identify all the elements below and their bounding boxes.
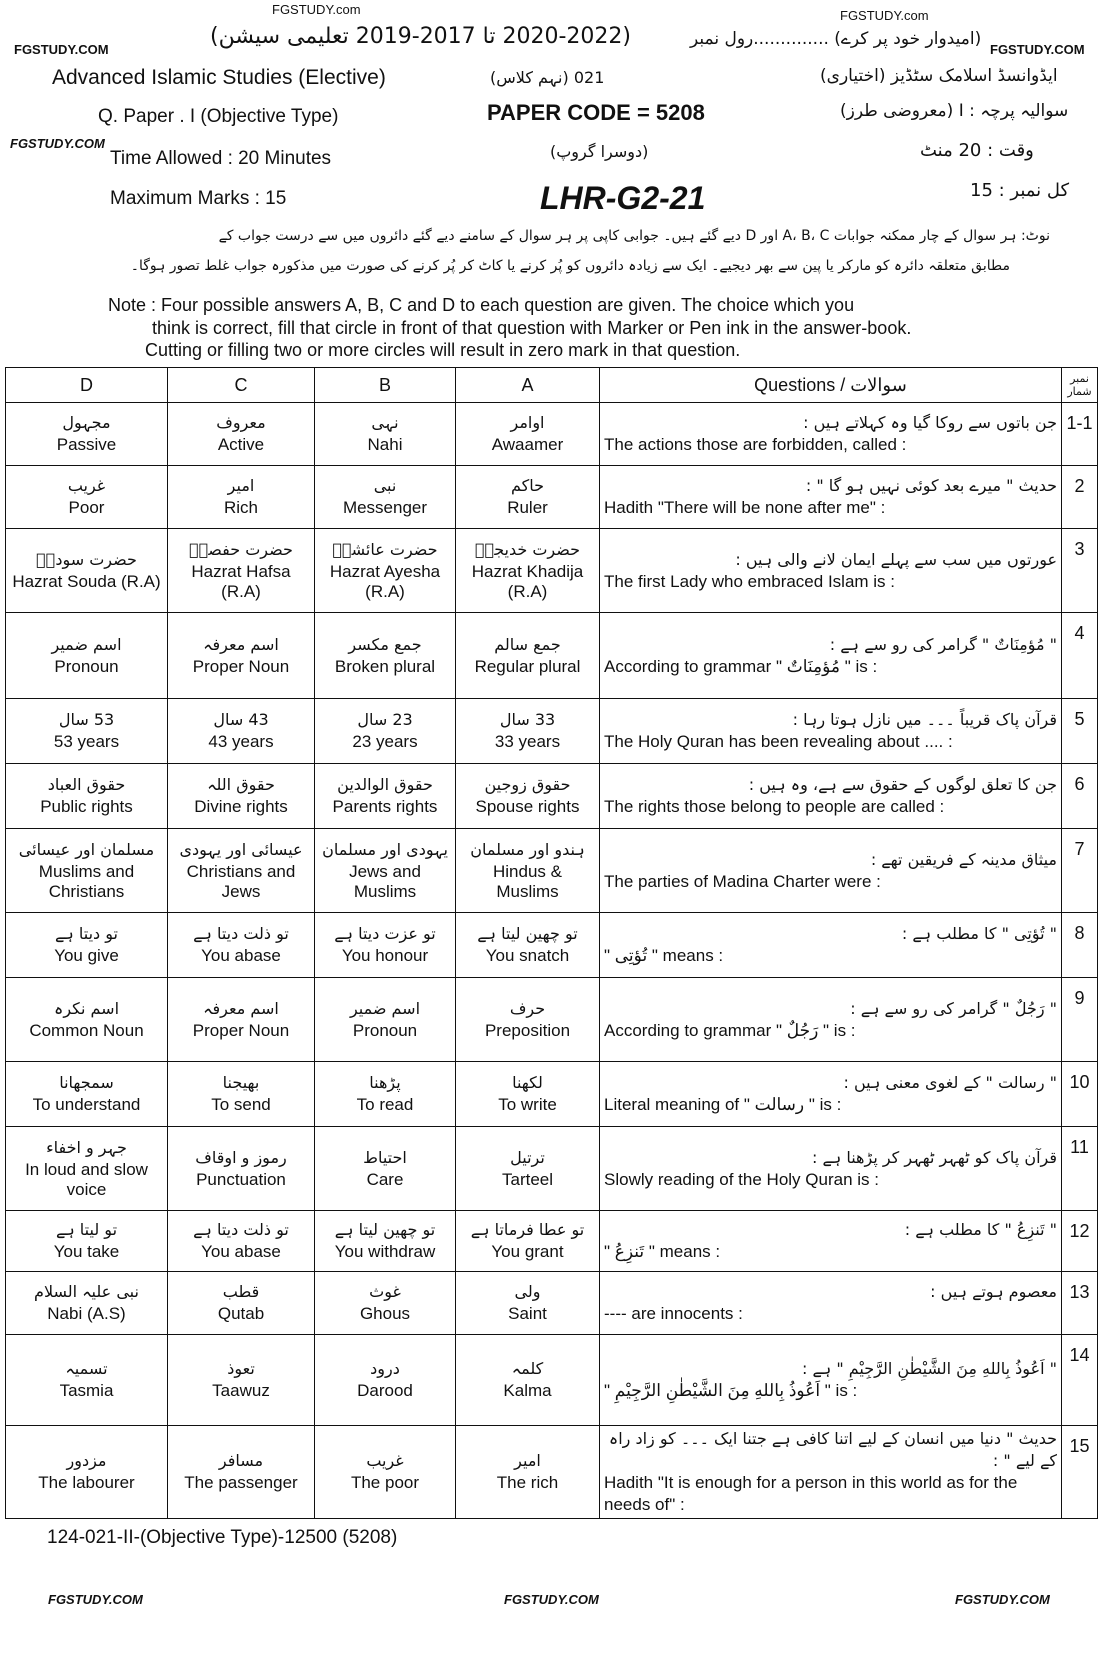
question-urdu: جن کا تعلق لوگوں کے حقوق سے ہے، وہ ہیں : (748, 775, 1057, 794)
answer-option-d (6, 529, 168, 613)
question-cell (600, 913, 1062, 978)
answer-urdu: ولی (514, 1282, 541, 1301)
question-number: 13 (1062, 1272, 1098, 1335)
column-header-questions: Questions / سوالات (600, 368, 1062, 403)
answer-english: Rich (223, 498, 258, 517)
paper-english: Q. Paper . I (Objective Type) (98, 106, 339, 127)
answer-urdu: درود (370, 1359, 400, 1378)
answer-english: The passenger (184, 1473, 298, 1492)
answer-option-b (315, 1062, 456, 1127)
answer-option-a (456, 1127, 600, 1211)
question-urdu: عورتوں میں سب سے پہلے ایمان لانے والی ہیں : (735, 549, 1057, 569)
footer-code: 124-021-II-(Objective Type)-12500 (5208) (47, 1527, 398, 1548)
answer-option-b (315, 466, 456, 529)
question-number: 5 (1062, 699, 1098, 764)
handwritten-code: LHR-G2-21 (540, 180, 706, 216)
watermark: FGSTUDY.COM (955, 1592, 1050, 1607)
answer-english: Proper Noun (192, 1020, 290, 1040)
question-urdu: قرآن پاک کو ٹھہر ٹھہر کر پڑھنا ہے : (812, 1147, 1057, 1167)
answer-urdu: حقوق العباد (47, 775, 126, 794)
answer-option-c (168, 613, 315, 699)
answer-option-d (6, 1335, 168, 1426)
answer-option-a (456, 978, 600, 1062)
answer-option-d (6, 403, 168, 466)
question-cell (600, 1272, 1062, 1335)
answer-english: You give (54, 946, 119, 965)
answer-urdu: حضرت خدیجہؓ (474, 539, 580, 559)
question-english: Literal meaning of " رسالت " is : (604, 1095, 842, 1114)
answer-urdu: معروف (216, 413, 266, 432)
subject-code: 021 (نہم کلاس) (490, 68, 605, 87)
answer-option-a (456, 1062, 600, 1127)
note-english-line-2: think is correct, fill that circle in front of that question with Marker or Pen ink in the answer-book. (152, 318, 912, 338)
answer-urdu: بھیجنا (222, 1073, 260, 1092)
answer-english: Broken plural (334, 656, 436, 676)
answer-english: 53 years (53, 732, 120, 751)
question-english: According to grammar " رَجُلٌ " is : (604, 1020, 856, 1040)
answer-english: Darood (357, 1381, 413, 1400)
answer-option-c (168, 403, 315, 466)
answer-urdu: حاکم (510, 476, 545, 495)
answer-english: Hindus & Muslims (493, 861, 562, 901)
question-number: 15 (1062, 1426, 1098, 1519)
answer-option-c (168, 1062, 315, 1127)
column-header-number: نمبر شمار (1062, 368, 1098, 403)
answer-english: In loud and slow voice (25, 1159, 148, 1199)
subject-urdu: ایڈوانسڈ اسلامک سٹڈیز (اختیاری) (820, 66, 1058, 86)
marks-urdu: کل نمبر : 15 (970, 180, 1070, 201)
answer-english: Care (366, 1169, 404, 1189)
answer-english: You grant (491, 1242, 564, 1261)
answer-english: Nahi (367, 435, 403, 454)
answer-option-a (456, 403, 600, 466)
answer-urdu: مسلمان اور عیسائی (18, 839, 155, 859)
answer-urdu: امیر (514, 1451, 541, 1470)
answer-urdu: تو عطا فرماتا ہے (470, 1220, 585, 1239)
column-header-d: D (6, 368, 168, 403)
question-urdu: " تَنزِعُ " کا مطلب ہے : (904, 1220, 1057, 1239)
answer-english: Taawuz (212, 1381, 270, 1400)
question-english: " تُؤتِی " means : (604, 946, 724, 965)
note-english-line-3: Cutting or filling two or more circles will result in zero mark in that question. (145, 340, 741, 360)
answer-option-b (315, 1211, 456, 1272)
answer-option-c (168, 529, 315, 613)
answer-urdu: حضرت عائشہؓ (332, 539, 438, 559)
answer-urdu: حضرت سودہؓ (36, 549, 137, 569)
table-row (6, 699, 1098, 764)
answer-option-b (315, 1426, 456, 1519)
answer-urdu: حقوق الوالدین (337, 775, 433, 794)
table-row (6, 829, 1098, 913)
answer-option-a (456, 1426, 600, 1519)
answer-option-d (6, 829, 168, 913)
question-urdu: میثاق مدینہ کے فریقین تھے : (870, 849, 1057, 869)
answer-option-a (456, 913, 600, 978)
answer-urdu: حرف (509, 998, 546, 1018)
question-cell (600, 466, 1062, 529)
answer-option-c (168, 829, 315, 913)
answer-english: Divine rights (194, 797, 288, 816)
answer-english: You withdraw (334, 1242, 436, 1261)
question-urdu: " مُؤمِنَاتٌ " گرامر کی رو سے ہے : (829, 634, 1057, 654)
answer-option-c (168, 1426, 315, 1519)
answer-english: The labourer (38, 1473, 135, 1492)
question-cell (600, 829, 1062, 913)
answer-urdu: مسافر (218, 1451, 264, 1470)
table-row (6, 529, 1098, 613)
answer-option-d (6, 978, 168, 1062)
question-number: 7 (1062, 829, 1098, 913)
answer-english: Pronoun (352, 1020, 418, 1040)
answer-option-c (168, 1272, 315, 1335)
answer-english: Ghous (359, 1304, 411, 1323)
answer-option-d (6, 466, 168, 529)
paper-code: PAPER CODE = 5208 (487, 100, 705, 125)
watermark: FGSTUDY.com (272, 2, 361, 17)
answer-urdu: جہر و اخفاء (46, 1137, 127, 1157)
answer-option-a (456, 829, 600, 913)
answer-urdu: اسم معرفہ (203, 634, 279, 654)
answer-option-d (6, 913, 168, 978)
answer-option-b (315, 913, 456, 978)
answer-urdu: 53 سال (58, 710, 115, 729)
question-cell (600, 764, 1062, 829)
question-cell (600, 699, 1062, 764)
answer-option-c (168, 699, 315, 764)
answer-english: Hazrat Ayesha (R.A) (329, 561, 441, 601)
question-number: 3 (1062, 529, 1098, 613)
table-row (6, 1272, 1098, 1335)
question-number: 6 (1062, 764, 1098, 829)
answer-english: Jews and Muslims (349, 861, 421, 901)
answer-urdu: مزدور (66, 1451, 107, 1470)
answer-urdu: قطب (222, 1282, 260, 1301)
answer-english: Active (217, 435, 265, 454)
answer-english: Passive (56, 435, 117, 454)
column-header-b: B (315, 368, 456, 403)
answer-option-c (168, 1335, 315, 1426)
table-row (6, 1211, 1098, 1272)
answer-english: To send (211, 1095, 271, 1114)
session-title: (2020-2022 تا 2017-2019 تعلیمی سیشن) (210, 24, 632, 49)
question-urdu: جن باتوں سے روکا گیا وہ کہلاتے ہیں : (803, 413, 1057, 432)
answer-option-c (168, 978, 315, 1062)
question-english: The Holy Quran has been revealing about .... : (604, 732, 953, 751)
answer-english: Punctuation (196, 1169, 286, 1189)
answer-english: The rich (496, 1473, 559, 1492)
note-urdu-line-1: نوٹ: ہر سوال کے چار ممکنہ جوابات A، B، C اور D دیے گئے ہیں۔ جوابی کاپی پر ہر سوال کے سامنے دیے گئے دائروں میں سے درست جواب کے (218, 228, 1050, 244)
answer-option-b (315, 529, 456, 613)
question-urdu: معصوم ہوتے ہیں : (930, 1282, 1057, 1301)
question-cell (600, 403, 1062, 466)
answer-english: Muslims and Christians (38, 861, 135, 901)
answer-english: 23 years (352, 732, 418, 751)
question-cell (600, 1335, 1062, 1426)
answer-option-d (6, 764, 168, 829)
answer-option-d (6, 1211, 168, 1272)
answer-urdu: ہندو اور مسلمان (470, 839, 585, 859)
answer-urdu: اسم ضمیر (349, 998, 421, 1018)
question-english: Hadith "There will be none after me" : (604, 498, 886, 517)
watermark: FGSTUDY.COM (504, 1592, 599, 1607)
answer-english: 33 years (494, 732, 561, 751)
answer-option-a (456, 529, 600, 613)
question-urdu: قرآن پاک قریباً ۔۔۔ میں نازل ہوتا رہا : (792, 710, 1057, 729)
answer-urdu: حضرت حفصہؓ (189, 539, 293, 559)
table-row (6, 466, 1098, 529)
answer-option-b (315, 1127, 456, 1211)
answer-urdu: تو چھین لیتا ہے (477, 924, 578, 943)
watermark: FGSTUDY.COM (990, 42, 1085, 57)
answer-urdu: ترتیل (510, 1147, 545, 1167)
paper-urdu: سوالیہ پرچہ : I (معروضی طرز) (840, 101, 1069, 121)
question-number: 11 (1062, 1127, 1098, 1211)
answer-option-c (168, 466, 315, 529)
answer-option-a (456, 1211, 600, 1272)
answer-urdu: اسم معرفہ (203, 998, 279, 1018)
question-cell (600, 529, 1062, 613)
question-english: The parties of Madina Charter were : (604, 871, 881, 891)
table-header-row (6, 368, 1098, 403)
question-urdu: " اَعُوذُ بِاللهِ مِنَ الشَّيْطٰنِ الرَّجِيْمِ " ہے : (802, 1359, 1057, 1378)
question-english: According to grammar " مُؤمِنَاتٌ " is : (604, 656, 878, 676)
table-row (6, 764, 1098, 829)
question-english: The rights those belong to people are called : (604, 797, 945, 816)
table-row (6, 1335, 1098, 1426)
answer-urdu: سمجھانا (59, 1073, 114, 1092)
question-number: 10 (1062, 1062, 1098, 1127)
answer-option-c (168, 764, 315, 829)
answer-option-b (315, 764, 456, 829)
answer-english: Hazrat Souda (R.A) (12, 571, 161, 591)
answer-option-d (6, 1426, 168, 1519)
question-english: " تَنزِعُ " means : (604, 1242, 721, 1261)
answer-english: Messenger (342, 498, 428, 517)
answer-urdu: 43 سال (213, 710, 269, 729)
answer-urdu: غریب (67, 476, 106, 495)
answer-urdu: 33 سال (499, 710, 556, 729)
answer-option-a (456, 1335, 600, 1426)
answer-option-b (315, 1272, 456, 1335)
answer-english: Regular plural (474, 656, 581, 676)
answer-option-b (315, 1335, 456, 1426)
table-row (6, 1062, 1098, 1127)
answer-english: The poor (350, 1473, 420, 1492)
answer-english: Hazrat Khadija (R.A) (471, 561, 584, 601)
question-urdu: " تُؤتِی " کا مطلب ہے : (901, 924, 1057, 943)
answer-english: You honour (341, 946, 429, 965)
answer-urdu: اسم نکرہ (53, 998, 120, 1018)
answer-option-d (6, 1272, 168, 1335)
answer-urdu: نبی علیہ السلام (34, 1282, 139, 1301)
answer-english: Preposition (484, 1020, 571, 1040)
answer-english: 43 years (208, 732, 274, 751)
answer-option-a (456, 764, 600, 829)
answer-english: Hazrat Hafsa (R.A) (191, 561, 291, 601)
answer-urdu: پڑھنا (369, 1073, 401, 1092)
answer-urdu: جمع سالم (494, 634, 561, 654)
answer-english: Spouse rights (475, 797, 580, 816)
answer-urdu: تو ذلت دیتا ہے (193, 1220, 289, 1239)
question-number: 1-1 (1062, 403, 1098, 466)
questions-table (5, 367, 1098, 1519)
answer-option-b (315, 699, 456, 764)
question-urdu: حدیث " میرے بعد کوئی نہیں ہو گا " : (805, 476, 1057, 495)
answer-english: Public rights (40, 797, 133, 816)
answer-english: Poor (68, 498, 105, 517)
answer-english: Saint (508, 1304, 547, 1323)
answer-urdu: تو چھین لیتا ہے (334, 1220, 436, 1239)
question-number: 12 (1062, 1211, 1098, 1272)
question-number: 14 (1062, 1335, 1098, 1426)
answer-english: Qutab (217, 1304, 265, 1323)
table-row (6, 1127, 1098, 1211)
table-row (6, 913, 1098, 978)
answer-english: Ruler (507, 498, 548, 517)
answer-urdu: تو عزت دیتا ہے (334, 924, 436, 943)
answer-english: Kalma (503, 1381, 552, 1400)
question-number: 8 (1062, 913, 1098, 978)
answer-urdu: تعوذ (227, 1359, 255, 1378)
answer-english: Common Noun (29, 1020, 144, 1040)
answer-option-b (315, 978, 456, 1062)
table-row (6, 1426, 1098, 1519)
question-number: 9 (1062, 978, 1098, 1062)
answer-urdu: تسمیہ (65, 1359, 108, 1378)
question-english: ---- are innocents : (604, 1304, 743, 1323)
answer-urdu: غوث (369, 1282, 401, 1301)
question-english: The actions those are forbidden, called : (604, 435, 907, 454)
answer-urdu: حقوق اللہ (207, 775, 275, 794)
time-urdu: وقت : 20 منٹ (920, 140, 1034, 161)
answer-english: Pronoun (54, 656, 119, 676)
answer-urdu: حقوق زوجین (484, 775, 571, 794)
answer-urdu: اوامر (510, 413, 545, 432)
answer-option-d (6, 1062, 168, 1127)
answer-urdu: اسم ضمیر (51, 634, 122, 654)
question-english: The first Lady who embraced Islam is : (604, 571, 896, 591)
answer-urdu: 23 سال (357, 710, 413, 729)
answer-option-d (6, 1127, 168, 1211)
answer-option-c (168, 1127, 315, 1211)
answer-option-a (456, 1272, 600, 1335)
answer-english: You abase (201, 946, 281, 965)
answer-english: You snatch (485, 946, 570, 965)
answer-urdu: تو دیتا ہے (55, 924, 118, 943)
answer-urdu: غریب (366, 1451, 404, 1470)
question-english: Hadith "It is enough for a person in this world as for the needs of" : (604, 1473, 1018, 1514)
answer-english: Proper Noun (192, 656, 290, 676)
table-row (6, 978, 1098, 1062)
answer-option-b (315, 403, 456, 466)
answer-english: You abase (201, 1242, 281, 1261)
answer-english: To read (356, 1095, 414, 1114)
answer-english: Christians and Jews (186, 861, 296, 901)
answer-english: Awaamer (491, 435, 564, 454)
note-english-line-1: Note : Four possible answers A, B, C and D to each question are given. The choice which you (108, 295, 855, 315)
answer-urdu: کلمہ (511, 1359, 544, 1378)
roll-number-field: (امیدوار خود پر کرے) ..............رول نمبر (690, 29, 982, 49)
answer-english: To write (498, 1095, 557, 1114)
note-urdu-line-2: مطابق متعلقہ دائرہ کو مارکر یا پین سے بھر دیجیے۔ ایک سے زیادہ دائروں کو پُر کرنے یا کاٹ کر پُر کرنے کی صورت میں مذکورہ جواب غلط تصور ہوگا۔ (130, 258, 1010, 274)
answer-urdu: رموز و اوقاف (195, 1147, 287, 1167)
answer-option-b (315, 613, 456, 699)
watermark: FGSTUDY.COM (14, 42, 109, 57)
answer-option-a (456, 613, 600, 699)
answer-english: Tarteel (501, 1169, 554, 1189)
question-urdu: " رسالت " کے لغوی معنی ہیں : (843, 1073, 1057, 1092)
answer-english: To understand (32, 1095, 141, 1114)
question-number: 2 (1062, 466, 1098, 529)
answer-urdu: امیر (227, 476, 255, 495)
question-english: " اَعُوذُ بِاللهِ مِنَ الشَّيْطٰنِ الرَّجِيْمِ " is : (604, 1381, 858, 1400)
question-english: Slowly reading of the Holy Quran is : (604, 1169, 879, 1189)
maximum-marks: Maximum Marks : 15 (110, 188, 287, 209)
column-header-a: A (456, 368, 600, 403)
subject-english: Advanced Islamic Studies (Elective) (52, 66, 386, 89)
answer-option-b (315, 829, 456, 913)
question-cell (600, 1062, 1062, 1127)
time-allowed: Time Allowed : 20 Minutes (110, 148, 332, 169)
table-row (6, 613, 1098, 699)
table-row (6, 403, 1098, 466)
question-number: 4 (1062, 613, 1098, 699)
answer-urdu: عیسائی اور یہودی (179, 839, 303, 859)
watermark: FGSTUDY.COM (10, 136, 105, 151)
answer-urdu: تو ذلت دیتا ہے (193, 924, 289, 943)
answer-english: Nabi (A.S) (47, 1304, 126, 1323)
answer-urdu: نبی (373, 476, 397, 495)
answer-option-d (6, 699, 168, 764)
group-urdu: (دوسرا گروپ) (550, 142, 649, 161)
question-cell (600, 1211, 1062, 1272)
answer-option-d (6, 613, 168, 699)
question-urdu: " رَجُلٌ " گرامر کی رو سے ہے : (850, 998, 1057, 1018)
answer-urdu: یہودی اور مسلمان (322, 839, 448, 859)
answer-urdu: احتیاط (363, 1147, 407, 1167)
question-cell (600, 613, 1062, 699)
answer-urdu: مجہول (62, 413, 111, 432)
answer-urdu: تو لیتا ہے (55, 1220, 118, 1239)
question-cell (600, 978, 1062, 1062)
question-cell (600, 1127, 1062, 1211)
answer-option-c (168, 1211, 315, 1272)
watermark: FGSTUDY.COM (48, 1592, 143, 1607)
answer-urdu: نہی (371, 413, 399, 432)
answer-urdu: لکھنا (512, 1073, 543, 1092)
answer-option-c (168, 913, 315, 978)
answer-option-a (456, 466, 600, 529)
answer-option-a (456, 699, 600, 764)
answer-urdu: جمع مکسر (348, 634, 422, 654)
answer-english: You take (53, 1242, 120, 1261)
column-header-c: C (168, 368, 315, 403)
watermark: FGSTUDY.com (840, 8, 929, 23)
question-cell (600, 1426, 1062, 1519)
answer-english: Tasmia (59, 1381, 114, 1400)
answer-english: Parents rights (332, 797, 438, 816)
question-urdu: حدیث " دنیا میں انسان کے لیے اتنا کافی ہے جتنا ایک ۔۔۔ کو زاد راہ کے لیے " : (608, 1429, 1057, 1470)
